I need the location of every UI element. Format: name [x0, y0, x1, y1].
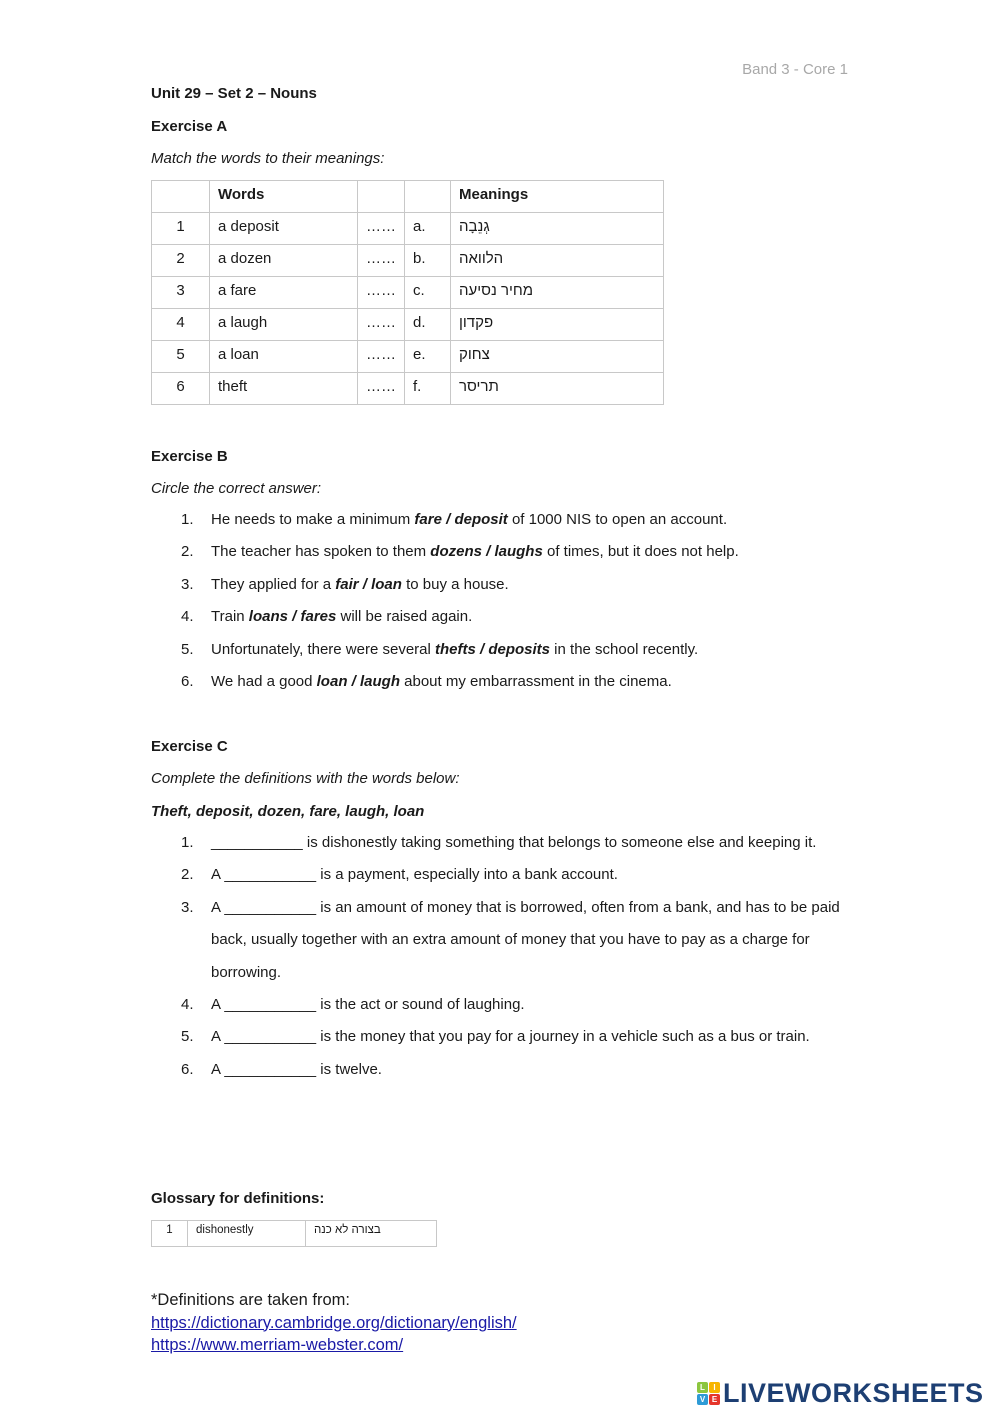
- item-number: 1.: [181, 834, 194, 851]
- meaning-cell: הלוואה: [451, 245, 664, 277]
- list-item: [151, 989, 851, 1021]
- answer-blank[interactable]: ……: [358, 373, 405, 405]
- item-number: 4.: [181, 996, 194, 1014]
- logo-blocks-icon: [697, 1382, 720, 1405]
- list-item: [151, 601, 851, 633]
- definition-text[interactable]: A ___________ is an amount of money that is borrowed, often from a bank, and has to be paid back, usually together with an extra amount of money that you have to pay as a charge for borrowing.: [211, 898, 840, 981]
- meaning-cell: מחיר נסיעה: [451, 277, 664, 309]
- item-text: to buy a house.: [401, 575, 509, 593]
- item-number: 2.: [181, 543, 194, 561]
- exercise-c-heading: Exercise C: [151, 738, 228, 755]
- answer-choice[interactable]: fare / deposit: [414, 511, 508, 528]
- word-cell: a deposit: [210, 213, 358, 245]
- row-number: 2: [152, 245, 210, 277]
- answer-blank[interactable]: ……: [358, 213, 405, 245]
- band-label: Band 3 - Core 1: [742, 61, 848, 78]
- item-number: 6.: [181, 673, 194, 691]
- item-text: of times, but it does not help.: [542, 543, 739, 561]
- exercise-a-instruction: Match the words to their meanings:: [151, 150, 385, 167]
- meaning-cell: פקדון: [451, 309, 664, 341]
- table-row: [152, 245, 664, 277]
- item-text: Unfortunately, there were several: [211, 640, 435, 658]
- definition-text[interactable]: A ___________ is twelve.: [211, 1060, 382, 1078]
- table-row: [152, 213, 664, 245]
- row-number: 3: [152, 277, 210, 309]
- item-text: in the school recently.: [550, 640, 699, 658]
- letter-cell: e.: [405, 341, 451, 373]
- answer-blank[interactable]: ……: [358, 277, 405, 309]
- table-row: [152, 373, 664, 405]
- definition-text[interactable]: A ___________ is a payment, especially into a bank account.: [211, 866, 618, 884]
- logo-letter: L: [697, 1382, 708, 1393]
- list-item: [151, 666, 851, 698]
- answer-choice[interactable]: loans / fares: [248, 608, 337, 626]
- word-cell: theft: [210, 373, 358, 405]
- list-item: [151, 892, 851, 989]
- item-number: 5.: [181, 640, 194, 658]
- answer-choice[interactable]: fair / loan: [335, 575, 402, 593]
- item-number: 6.: [181, 1060, 194, 1078]
- words-header: Words: [210, 181, 358, 213]
- list-item: [151, 536, 851, 568]
- item-number: 1.: [181, 511, 194, 528]
- word-cell: a loan: [210, 341, 358, 373]
- sources: [151, 1289, 517, 1357]
- word-bank: Theft, deposit, dozen, fare, laugh, loan: [151, 803, 425, 820]
- logo-text: LIVEWORKSHEETS: [723, 1378, 984, 1408]
- sources-label: *Definitions are taken from:: [151, 1291, 351, 1309]
- item-number: 4.: [181, 608, 194, 626]
- exercise-a-heading: Exercise A: [151, 118, 228, 135]
- word-cell: a dozen: [210, 245, 358, 277]
- row-number: 4: [152, 309, 210, 341]
- row-number: 5: [152, 341, 210, 373]
- answer-choice[interactable]: thefts / deposits: [435, 640, 551, 658]
- meanings-header: Meanings: [451, 181, 664, 213]
- row-number: 6: [152, 373, 210, 405]
- exercise-b-instruction: Circle the correct answer:: [151, 480, 322, 497]
- meaning-cell: תריסר: [451, 373, 664, 405]
- answer-blank[interactable]: ……: [358, 245, 405, 277]
- answer-blank[interactable]: ……: [358, 341, 405, 373]
- letter-cell: a.: [405, 213, 451, 245]
- list-item: [151, 827, 851, 859]
- answer-choice[interactable]: loan / laugh: [316, 673, 400, 691]
- word-cell: a fare: [210, 277, 358, 309]
- exercise-c-instruction: Complete the definitions with the words below:: [151, 770, 460, 787]
- item-text: He needs to make a minimum: [211, 511, 415, 528]
- logo-letter: V: [697, 1394, 708, 1405]
- answer-choice[interactable]: dozens / laughs: [430, 543, 543, 561]
- merriam-webster-link[interactable]: https://www.merriam-webster.com/: [151, 1336, 404, 1354]
- exercise-b-heading: Exercise B: [151, 448, 228, 465]
- item-number: 3.: [181, 575, 194, 593]
- table-row: [152, 309, 664, 341]
- table-header-row: [152, 181, 664, 213]
- list-item: [151, 504, 851, 536]
- letter-cell: b.: [405, 245, 451, 277]
- letter-cell: f.: [405, 373, 451, 405]
- item-number: 3.: [181, 898, 194, 916]
- letter-cell: d.: [405, 309, 451, 341]
- meaning-cell: צחוק: [451, 341, 664, 373]
- letter-cell: c.: [405, 277, 451, 309]
- exercise-b-list: [151, 504, 851, 698]
- list-item: [151, 1021, 851, 1053]
- meaning-cell: גְנֵבָה: [451, 213, 664, 245]
- exercise-c-list: [151, 827, 851, 1086]
- definition-text[interactable]: ___________ is dishonestly taking something that belongs to someone else and keeping it.: [211, 834, 817, 851]
- item-text: They applied for a: [211, 575, 336, 593]
- glossary-heading: Glossary for definitions:: [151, 1190, 325, 1207]
- logo-letter: E: [709, 1394, 720, 1405]
- item-text: will be raised again.: [336, 608, 473, 626]
- liveworksheets-logo: [697, 1378, 984, 1409]
- list-item: [151, 859, 851, 891]
- glossary-table: [151, 1220, 437, 1247]
- list-item: [151, 569, 851, 601]
- table-row: [152, 1221, 437, 1247]
- item-text: We had a good: [211, 673, 317, 691]
- table-row: [152, 277, 664, 309]
- glossary-word: dishonestly: [188, 1221, 306, 1247]
- word-cell: a laugh: [210, 309, 358, 341]
- item-text: Train: [211, 608, 249, 626]
- list-item: [151, 634, 851, 666]
- table-row: [152, 341, 664, 373]
- glossary-meaning: בצורה לא כנה: [306, 1221, 437, 1247]
- page-title: Unit 29 – Set 2 – Nouns: [151, 85, 317, 102]
- item-number: 5.: [181, 1028, 194, 1046]
- item-text: of 1000 NIS to open an account.: [507, 511, 728, 528]
- item-text: The teacher has spoken to them: [211, 543, 431, 561]
- cambridge-link[interactable]: https://dictionary.cambridge.org/dictionary/english/: [151, 1313, 517, 1332]
- definition-text[interactable]: A ___________ is the act or sound of laughing.: [211, 996, 525, 1014]
- definition-text[interactable]: A ___________ is the money that you pay for a journey in a vehicle such as a bus or train.: [211, 1028, 810, 1046]
- item-number: 2.: [181, 866, 194, 884]
- item-text: about my embarrassment in the cinema.: [399, 673, 672, 691]
- row-number: 1: [152, 213, 210, 245]
- answer-blank[interactable]: ……: [358, 309, 405, 341]
- list-item: [151, 1054, 851, 1086]
- logo-letter: I: [709, 1382, 720, 1393]
- matching-table: [151, 180, 664, 405]
- glossary-number: 1: [152, 1221, 188, 1247]
